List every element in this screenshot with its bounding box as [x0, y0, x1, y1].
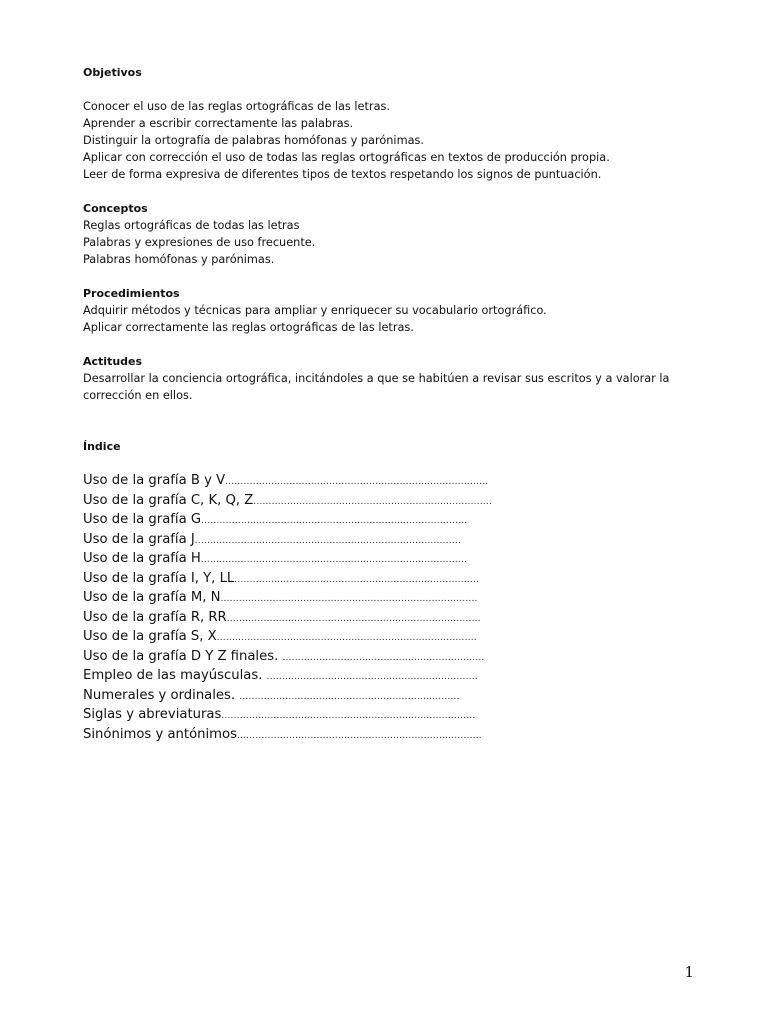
- toc-entry: [83, 667, 703, 687]
- toc-entry-title: Uso de la grafía S, X: [83, 629, 217, 644]
- toc-leader-dots: .....................................................................: [266, 672, 478, 682]
- page-number: 1: [684, 963, 694, 981]
- toc-entry: [83, 531, 703, 551]
- toc-entry-title: Uso de la grafía D Y Z finales.: [83, 648, 283, 664]
- objetivos-item: Conocer el uso de las reglas ortográficas de las letras.: [83, 100, 390, 113]
- toc-entry-title: Uso de la grafía B y V: [83, 473, 226, 488]
- toc-leader-dots: ...................................................................................: [226, 613, 481, 624]
- toc-entry-title: Numerales y ordinales.: [83, 687, 240, 703]
- toc-entry-title: Empleo de las mayúsculas.: [83, 668, 267, 683]
- toc-leader-dots: ..............................................................................: [253, 496, 493, 507]
- toc-entry: [83, 570, 703, 590]
- toc-entry-title: Uso de la grafía H: [83, 551, 201, 566]
- toc-entry: [83, 609, 703, 629]
- toc-leader-dots: .......................................................................................: [200, 555, 468, 565]
- indice-heading: Índice: [83, 440, 121, 453]
- actitudes-heading: Actitudes: [83, 355, 143, 368]
- toc-entry: [83, 550, 703, 570]
- toc-leader-dots: ....................................................................................: [220, 594, 478, 604]
- actitudes-text: Desarrollar la conciencia ortográfica, incitándoles a que se habitúen a revisar sus escritos y a valorar la corrección en ellos.: [83, 372, 670, 402]
- conceptos-item: Palabras y expresiones de uso frecuente.: [83, 236, 316, 249]
- conceptos-item: Palabras homófonas y parónimas.: [83, 253, 275, 266]
- section-indice: [83, 438, 703, 745]
- section-procedimientos: [83, 285, 703, 336]
- toc-entry: [83, 511, 703, 531]
- toc-entry-title: Uso de la grafía C, K, Q, Z: [83, 492, 254, 508]
- section-actitudes: [83, 353, 703, 404]
- section-conceptos: [83, 200, 703, 268]
- conceptos-item: Reglas ortográficas de todas las letras: [83, 219, 300, 232]
- toc-leader-dots: ................................................................................: [236, 730, 482, 741]
- toc-entry-title: Siglas y abreviaturas: [83, 707, 222, 722]
- toc-leader-dots: .....................................................................................: [216, 633, 477, 643]
- toc-entry-title: Uso de la grafía I, Y, LL: [83, 570, 235, 586]
- toc-entry: [83, 628, 703, 648]
- toc-entry-title: Uso de la grafía J: [83, 531, 195, 547]
- toc-entry: [83, 706, 703, 726]
- toc-entry-title: Uso de la grafía R, RR: [83, 609, 227, 625]
- objetivos-heading: Objetivos: [83, 66, 142, 79]
- section-objetivos: [83, 64, 703, 183]
- procedimientos-item: Adquirir métodos y técnicas para ampliar y enriquecer su vocabulario ortográfico.: [83, 304, 547, 317]
- toc-entry-title: Sinónimos y antónimos: [83, 726, 237, 742]
- toc-entry: [83, 687, 703, 707]
- toc-leader-dots: .......................................................................................: [194, 535, 462, 546]
- objetivos-item: Distinguir la ortografía de palabras homófonas y parónimas.: [83, 134, 424, 147]
- document-page: [83, 64, 703, 745]
- toc-leader-dots: ......................................................................................: [225, 477, 489, 487]
- conceptos-heading: Conceptos: [83, 202, 148, 215]
- procedimientos-item: Aplicar correctamente las reglas ortográficas de las letras.: [83, 321, 414, 334]
- objetivos-item: Leer de forma expresiva de diferentes tipos de textos respetando los signos de puntuación.: [83, 168, 602, 181]
- toc-entry-title: Uso de la grafía M, N: [83, 590, 221, 605]
- objetivos-item: Aprender a escribir correctamente las palabras.: [83, 117, 354, 130]
- toc-leader-dots: ................................................................................: [234, 574, 480, 585]
- toc-leader-dots: .......................................................................................: [201, 516, 468, 526]
- toc-leader-dots: ........................................................................: [239, 691, 460, 702]
- procedimientos-heading: Procedimientos: [83, 287, 180, 300]
- objetivos-item: Aplicar con corrección el uso de todas las reglas ortográficas en textos de producción propia.: [83, 151, 610, 164]
- toc-leader-dots: ...................................................................................: [221, 711, 476, 721]
- toc-entry: [83, 648, 703, 668]
- toc-leader-dots: ..................................................................: [282, 652, 485, 663]
- toc-entry-title: Uso de la grafía G: [83, 512, 202, 527]
- toc-entry: [83, 726, 703, 746]
- toc-entry: [83, 492, 703, 512]
- toc-entry: [83, 589, 703, 609]
- toc-entry: [83, 472, 703, 492]
